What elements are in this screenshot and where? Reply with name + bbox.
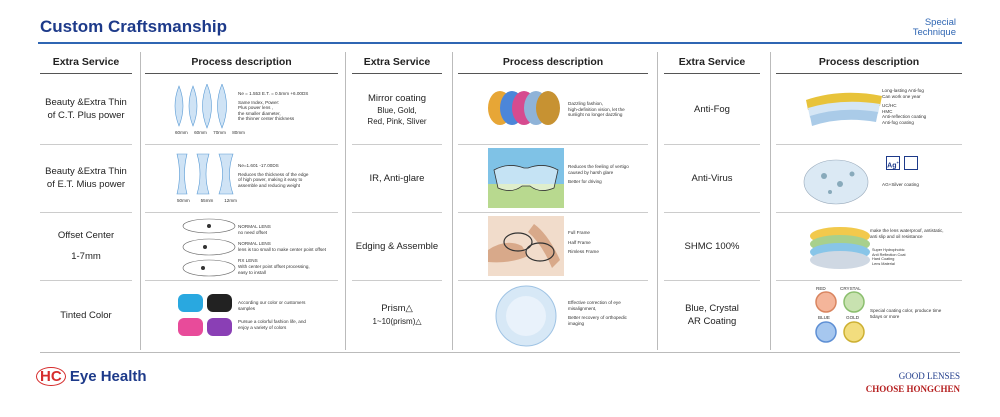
coating-badge-icon [904,156,918,170]
mirror-coating-image [486,88,564,128]
anti-fog-layers-image [802,86,886,130]
anti-virus-lens-image [800,150,874,208]
left-service-1: Beauty &Extra Thin of C.T. Plus power [45,97,127,121]
mid-service-2: IR, Anti-glare [369,172,425,184]
mid-service-header: Extra Service [352,52,442,74]
page-title: Custom Craftsmanship [40,17,228,36]
right-process-3-text: make the lens waterproof, antistatic, anti slip and oil resistance [870,228,944,239]
right-process-3-layers: Super Hydrophobic Anti Reflection Coat Hard Coating Lens Material [872,248,906,266]
footer-divider [40,352,960,353]
hc-eye-health-logo: HC Eye Health [36,368,147,385]
title-underline [38,42,962,44]
mid-process-1-text: Dazzling fashion, high-definition vision, let the sunlight no longer dazzling [568,101,625,118]
mid-process-4-text: Effective correction of eye misalignment, Better recovery of orthopedic imaging [568,300,627,326]
slogan-good-lenses: GOOD LENSES [898,371,960,381]
left-process-header: Process description [145,52,338,74]
mid-service-column [352,52,442,352]
plus-lens-diagram [173,84,235,136]
offset-lens-diagram [179,216,239,278]
right-process-4-text: Special coating color, produce time 5days or more [870,308,942,319]
left-process-column: Process description 60mm 60mm 70mm 80mm Ne = 1.553 E.T. = 0.5mm +6.00DS Same Index, Power: Plus power lens , the smaller diameter, the thinner center thickness 50mm 55mm 12mm Ne=1.601 -17.00DS Reduces the thickness of the edge of high power, making it easy to assemble and reducing weight NORMAL LENS no need offset NORMAL LENS lens is too small to make center point offset RX LENS With center point offset processing, easy to install According our color or customers samples Pursue a colorful fashion life, and enjoy a variety of colors [145,52,338,352]
edging-assemble-image [488,216,564,276]
left-service-column [40,52,132,352]
color-label-red: RED [816,286,826,291]
right-service-column [664,52,760,352]
special-line1: Special [924,17,956,28]
left-process-2-text: Ne=1.601 -17.00DS Reduces the thickness of the edge of high power, making it easy to assemble and reducing weight [238,163,309,188]
left-service-header: Extra Service [40,52,132,74]
right-service-1: Anti-Fog [694,103,730,115]
mid-process-3-text: Full Frame Half Frame Rimless Frame [568,230,599,255]
mid-service-3: Edging & Assemble [355,240,439,252]
left-service-3: Offset Center 1-7mm [57,230,115,262]
mid-service-4: Prism△ 1~10(prism)△ [372,303,422,326]
left-process-1-text: Ne = 1.553 E.T. = 0.5mm +6.00DS Same Index, Power: Plus power lens , the smaller diameter, the thinner center thickness [238,91,309,122]
left-service-2: Beauty &Extra Thin of E.T. Mius power [45,166,127,190]
color-label-blue: BLUE [818,315,831,320]
prism-lens-image [494,284,558,348]
left-process-4-text: According our color or customers samples Pursue a colorful fashion life, and enjoy a variety of colors [238,300,306,330]
right-service-2: Anti-Virus [691,172,733,184]
right-process-header: Process description [776,52,962,74]
left-service-4: Tinted Color [60,309,112,321]
mid-process-2-text: Reduces the feeling of vertigo caused by harsh glare Better for driving [568,164,629,185]
tinted-lenses-image [177,292,235,340]
mid-process-column [458,52,648,352]
slogan-choose-hongchen: CHOOSE HONGCHEN [865,384,960,394]
right-service-4: Blue, Crystal AR Coating [685,303,739,327]
right-process-column [776,52,962,352]
anti-glare-image [488,148,564,208]
silver-ion-badge: Ag+ [886,156,900,170]
right-process-1-text: Long-lasting Anti-fog Can work one year UC/HC HMC Anti-reflection coating Anti-fog coating [882,88,927,125]
right-service-3: SHMC 100% [684,240,740,252]
mid-process-header: Process description [458,52,648,74]
right-process-2-text: AG+Silver coating [882,182,919,187]
mid-service-1: Mirror coating Blue, Gold, Red, Pink, Sliver [367,92,427,126]
color-label-gold: GOLD [846,315,860,320]
right-service-header: Extra Service [664,52,760,74]
special-technique-label [913,18,956,38]
color-label-crystal: CRYSTAL [840,286,861,291]
special-line2: Technique [912,27,956,38]
left-process-3-text: NORMAL LENS no need offset NORMAL LENS lens is too small to make center point offset RX LENS With center point offset processing, easy to install [238,224,327,275]
minus-lens-diagram [175,152,235,198]
